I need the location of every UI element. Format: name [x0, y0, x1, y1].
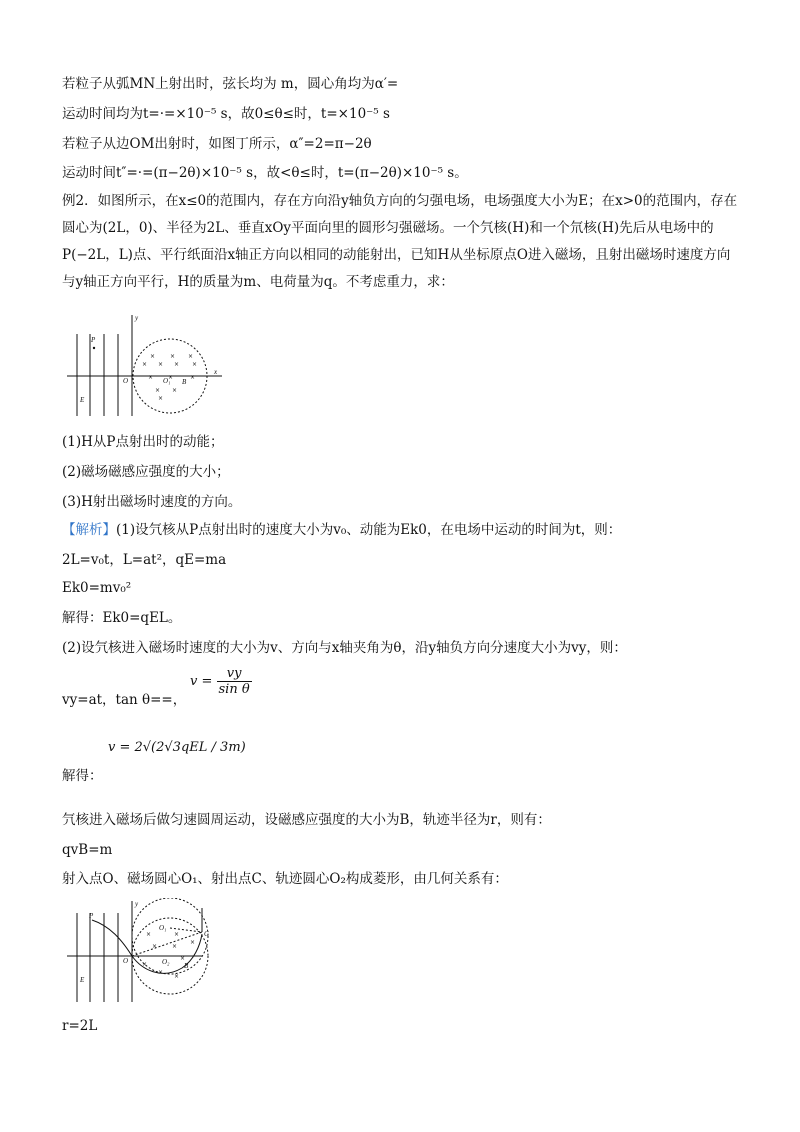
fig2-label-b: B [184, 962, 189, 970]
svg-text:×: × [150, 353, 156, 360]
fig2-label-c: C [204, 930, 209, 938]
svg-text:×: × [152, 943, 158, 950]
fig1-label-p: P [91, 336, 96, 344]
svg-text:×: × [174, 931, 180, 938]
fig1-label-y: y [135, 314, 139, 322]
solution-tag: 【解析】 [62, 522, 116, 538]
figure-2 [62, 898, 232, 1008]
svg-text:×: × [158, 361, 164, 368]
svg-text:×: × [190, 374, 196, 381]
equation-3: 解得：Ek0=qEL。 [62, 610, 182, 626]
fig2-label-e: E [80, 976, 85, 984]
equation-6-label: 解得： [62, 768, 103, 784]
svg-text:×: × [142, 961, 148, 968]
equation-2: Ek0=mv₀² [62, 580, 132, 596]
svg-text:×: × [158, 969, 164, 976]
solution-part-4: 射入点O、磁场圆心O₁、射出点C、轨迹圆心O₂构成菱形，由几何关系有： [62, 871, 508, 887]
eq5-lhs: v = [190, 674, 213, 689]
svg-text:×: × [155, 387, 161, 394]
fig2-label-y: y [135, 900, 139, 908]
solution-1-text: (1)设氕核从P点射出时的速度大小为v₀、动能为Ek0，在电场中运动的时间为t，则： [116, 522, 622, 538]
svg-text:×: × [192, 361, 198, 368]
fig1-label-o1: O₁ [163, 377, 171, 385]
svg-text:×: × [146, 931, 152, 938]
fig2-label-o2: O₂ [162, 958, 170, 966]
text-line-4: 运动时间t″=·=(π−2θ)×10⁻⁵ s，故<θ≤时，t=(π−2θ)×10⁻⁵ s。 [62, 165, 468, 181]
question-1: (1)H从P点射出时的动能； [62, 434, 224, 450]
equation-8: r=2L [62, 1018, 98, 1034]
svg-text:×: × [180, 955, 186, 962]
svg-text:×: × [168, 374, 174, 381]
equation-6 [108, 740, 246, 755]
text-line-2: 运动时间均为t=·=×10⁻⁵ s，故0≤θ≤时，t=×10⁻⁵ s [62, 106, 390, 122]
fig1-label-b: B [182, 378, 187, 386]
eq5-fraction [217, 666, 252, 697]
equation-7: qvB=m [62, 842, 113, 858]
solution-part-3: 氕核进入磁场后做匀速圆周运动，设磁感应强度的大小为B，轨迹半径为r，则有： [62, 812, 551, 828]
question-3: (3)H射出磁场时速度的方向。 [62, 494, 242, 510]
svg-text:×: × [172, 943, 178, 950]
fig2-label-o1: O₁ [159, 924, 167, 932]
equation-6-text: v = 2√(2√3qEL / 3m) [108, 740, 246, 755]
text-line-1: 若粒子从弧MN上射出时，弦长均为 m，圆心角均为α′= [62, 76, 399, 92]
svg-text:×: × [170, 353, 176, 360]
solution-part-2: (2)设氕核进入磁场时速度的大小为v、方向与x轴夹角为θ，沿y轴负方向分速度大小为vy，则： [62, 640, 627, 656]
solution-part-1 [62, 520, 621, 540]
fig1-label-x: x [214, 368, 218, 376]
equation-5 [190, 666, 252, 697]
figure-1 [62, 312, 232, 422]
svg-text:×: × [174, 973, 180, 980]
svg-text:×: × [158, 395, 164, 402]
equation-1: 2L=v₀t，L=at²，qE=ma [62, 552, 227, 568]
example-2-problem: 例2．如图所示，在x≤0的范围内，存在方向沿y轴负方向的匀强电场，电场强度大小为E；在x>0的范围内，存在圆心为(2L，0)、半径为2L、垂直xOy平面向里的圆形匀强磁场。一个氕核(H)和一个氘核(H)先后从电场中的P(−2L，L)点、平行纸面沿x轴正方向以相同的动能射出，已知H从坐标原点O进入磁场，且射出磁场时速度方向与y轴正方向平行，H的质量为m、电荷量为q。不考虑重力，求： [62, 193, 738, 290]
eq5-numerator: vy [217, 666, 252, 682]
fig1-label-o: O [123, 377, 129, 385]
fig2-label-o: O [123, 957, 129, 965]
eq5-denominator: sin θ [218, 682, 250, 697]
svg-text:×: × [188, 353, 194, 360]
text-line-3: 若粒子从边OM出射时，如图丁所示，α″=2=π−2θ [62, 136, 372, 152]
svg-text:×: × [142, 361, 148, 368]
svg-text:×: × [148, 374, 154, 381]
fig1-label-e: E [80, 396, 85, 404]
svg-text:×: × [174, 361, 180, 368]
question-2: (2)磁场磁感应强度的大小； [62, 464, 230, 480]
svg-text:×: × [190, 939, 196, 946]
svg-text:×: × [172, 387, 178, 394]
equation-4: vy=at，tan θ==， [62, 692, 187, 708]
fig2-label-p: P [89, 912, 94, 920]
